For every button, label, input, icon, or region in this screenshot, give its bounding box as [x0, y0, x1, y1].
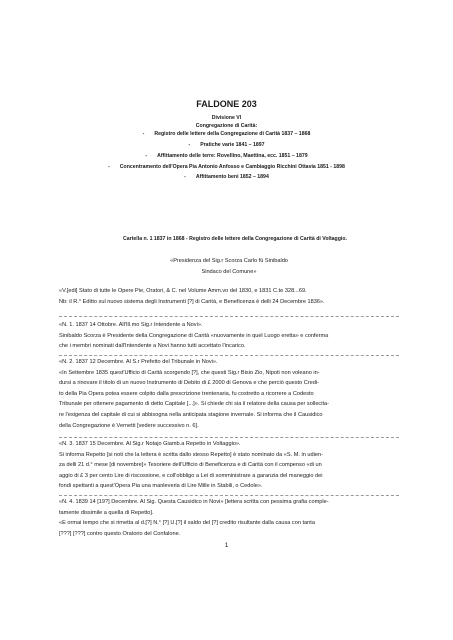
separator-line — [59, 355, 399, 356]
entry-heading: «N. 2. 1837 12 Decembre. Al S.r Prefetto del Tribunale in Novi». — [59, 359, 218, 365]
entry-line: della Congregazione è Vernetti [vedere successivo n. 6]. — [59, 422, 199, 429]
entry-heading: «N. 4. 1839 14 [19?] Decembre. Al Sig. Questa Causidico in Novi» [lettera scritta con pessima grafia comple- — [59, 499, 329, 505]
header-list-item — [0, 130, 453, 138]
header-list-item — [0, 173, 453, 181]
list-dash: - — [145, 153, 148, 159]
entry-3 — [59, 439, 399, 492]
entry-line: tamente dissimile a quella di Repetto]. — [59, 509, 154, 516]
header-item-text: Pratiche varie 1841 – 1897 — [200, 142, 265, 148]
cartella-heading: Cartella n. 1 1837 in 1868 - Registro delle lettere della Congregazione di Carità di Voltaggio. — [123, 236, 347, 242]
entry-line: «In Settembre 1835 quest'Ufficio di Carità scorgendo [?], che questi Sig.r Bisio Zio, Nipoti non voleano in- — [59, 369, 320, 376]
entry-heading: «N. 3. 1837 15 Decembre. Al Sig.r Notajo Giamb.a Repetto in Voltaggio». — [59, 441, 241, 447]
entry-line: Tribunale per ottenere pagamento di detto Capitale [...]». Si chiede chi sia il relatore della causa per sollecita- — [59, 401, 329, 408]
entry-line: «E ormai tempo che si rimetta al d.[?] N.° [?] U.[?] il saldo del [?] credito risultante dalla causa con tanta — [59, 520, 315, 527]
header-item-text: Affittamento delle terre: Rovellino, Maettina, ecc. 1851 – 1879 — [157, 153, 308, 159]
list-dash: - — [108, 164, 110, 170]
entry-line: dursi a rinovare il titolo di un nuovo Instrumento di Debito di £ 2000 di Genova e che perciò questo Credi- — [59, 380, 319, 387]
entry-heading: «N. 1. 1837 14 Ottobre. All'Ill.mo Sig.r Intendente a Novi». — [59, 322, 203, 328]
entry-line: Si informa Repetto [si noti che la lettera è scritta dallo stesso Repetto] è stato nominato da «S. M. in udien- — [59, 451, 323, 458]
separator-line — [59, 316, 399, 317]
intro-line: «Presidenza del Sig.r Scorza Carlo fù Sinibaldo — [170, 258, 288, 264]
congregation-heading: Congregazione di Carità: — [195, 123, 258, 129]
list-dash: - — [188, 142, 191, 148]
entry-2 — [59, 357, 399, 431]
intro-body — [59, 286, 399, 307]
list-dash: - — [142, 131, 145, 137]
body-line: Nb: il R.° Editto sul nuovo sistema degli Instrumenti [?] di Carità, e Beneficenza è delli 24 Decembre 1836». — [59, 298, 325, 305]
header-item-text: Concentramento dell'Opera Pia Antonio Anfosso e Cambiaggio Ricchini Ottavia 1851 - 1898 — [119, 164, 345, 170]
header-item-text: Registro delle lettere della Congregazione di Carità 1837 – 1868 — [154, 131, 311, 137]
entry-line: to della Pia Opera potea essere colpito dalla prescrizione trentenaria, fu costretto a ricorrere a Codesto — [59, 390, 314, 397]
intro-block — [59, 256, 399, 277]
entry-line: za delli 21 d.° mese [di novembre]» Tesoriere dell'Ufficio di Beneficenza e di Carità con il compenso «di un — [59, 462, 322, 469]
separator-line — [59, 437, 399, 438]
entry-line: Sinibaldo Scorza è Presidente della Congregazione di Carità «nuovamente in quel Luogo eretta» e conferma — [59, 332, 329, 339]
entry-1 — [59, 320, 399, 352]
header-list-item — [0, 163, 453, 171]
entry-line: che i membri nominati dall'Intendente a Novi hanno tutti accettato l'incarico. — [59, 343, 246, 350]
separator-line — [59, 495, 399, 496]
entry-4 — [59, 497, 399, 539]
entry-line: re l'esigenza del capitale di cui si abbisogna nella anticipata stagione invernale. Si informa che il Causidico — [59, 411, 323, 418]
header-item-text: Affittamento beni 1852 – 1894 — [195, 174, 269, 180]
entry-line: fondi spettanti a quest'Opera Pia una manleveria di Lire Mille in Stabili, o Cedole». — [59, 483, 263, 490]
entry-line: aggio di £ 3 per cento Lire di riscossione, e coll'obbligo a Lei di somministrare a garanzia del maneggio dei — [59, 472, 323, 479]
intro-line: Sindaco del Comune» — [201, 268, 257, 275]
body-line: «V.[edi] Stato di tutte le Opere Pie, Oratori, & C. nel Volume Amm.vo del 1830, e 1831 C.te 328...69. — [59, 288, 307, 294]
header-list-item — [0, 141, 453, 149]
page-title: FALDONE 203 — [196, 99, 257, 109]
list-dash: - — [184, 174, 186, 180]
entry-line: [???] [???] contro questo Oratorio del Confalone. — [59, 530, 181, 537]
division-heading: Divisione VI — [211, 115, 242, 121]
header-list-item — [0, 152, 453, 160]
page-number: 1 — [224, 542, 229, 549]
